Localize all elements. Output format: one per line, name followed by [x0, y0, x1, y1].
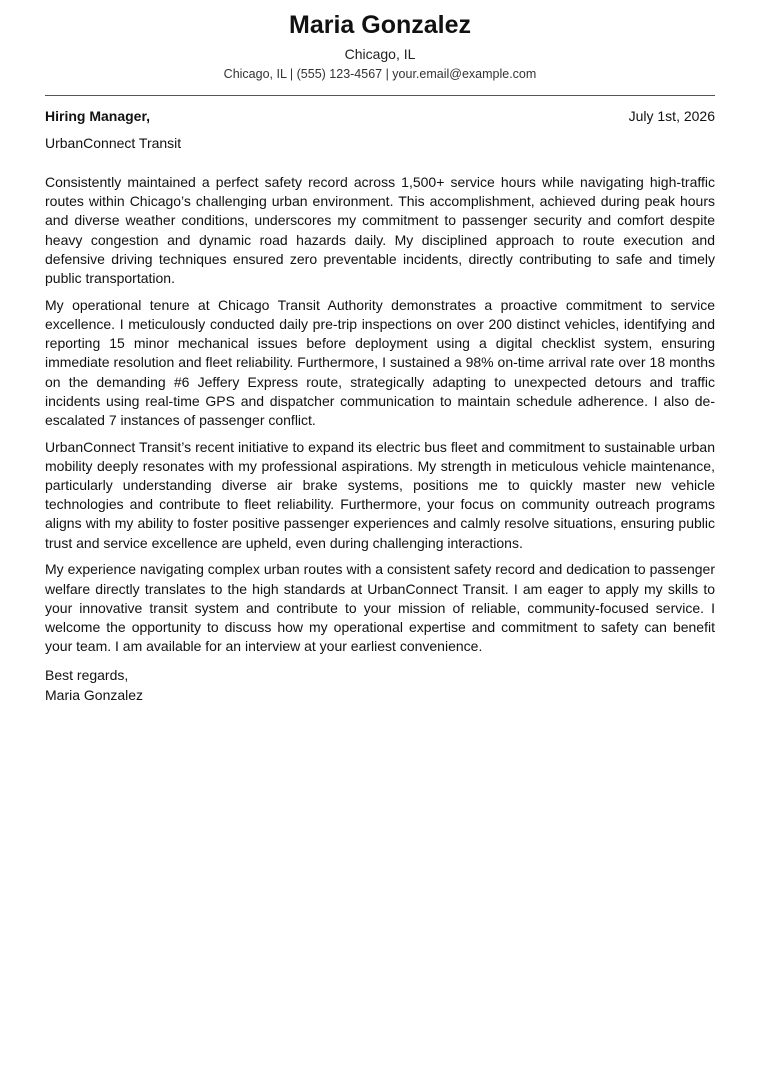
body-paragraph: UrbanConnect Transit’s recent initiative to expand its electric bus fleet and commitment to sustainable urban mobility deeply resonates with my professional aspirations. My strength in meticulous vehicle maintenance, particularly understanding diverse air brake systems, positions me to quickly master new vehicle technologies and contribute to fleet reliability. Furthermore, your focus on community outreach programs aligns with my ability to foster positive passenger experiences and calmly resolve situations, ensuring public trust and service excellence are upheld, even during challenging interactions. [45, 438, 715, 551]
applicant-location: Chicago, IL [344, 46, 416, 62]
signature-name: Maria Gonzalez [45, 686, 144, 703]
closing-phrase: Best regards, [45, 667, 129, 684]
letter-closing [45, 666, 715, 704]
company-name: UrbanConnect Transit [45, 135, 182, 151]
body-paragraph: My operational tenure at Chicago Transit Authority demonstrates a proactive commitment to service excellence. I meticulously conducted daily pre-trip inspections on over 200 distinct vehicles, identifying and reporting 15 minor mechanical issues before deployment using a digital checklist system, ensuring immediate resolution and fleet reliability. Furthermore, I sustained a 98% on-time arrival rate over 18 months on the demanding #6 Jeffery Express route, strategically adapting to unexpected detours and traffic incidents using real-time GPS and dispatcher communication to maintain schedule adherence. I also de-escalated 7 instances of passenger conflict. [45, 296, 715, 428]
header-divider [45, 95, 715, 96]
letter-date: July 1st, 2026 [628, 108, 715, 124]
recipient-line: Hiring Manager, [45, 108, 151, 124]
cover-letter-page [45, 0, 715, 705]
applicant-name: Maria Gonzalez [289, 11, 471, 39]
salutation-row [45, 107, 715, 125]
body-paragraph: Consistently maintained a perfect safety record across 1,500+ service hours while navigating high-traffic routes within Chicago’s challenging urban environment. This accomplishment, achieved during peak hours and diverse weather conditions, underscores my commitment to passenger security and comfort despite heavy congestion and dynamic road hazards daily. My disciplined approach to route execution and defensive driving techniques ensured zero preventable incidents, directly contributing to safe and timely public transportation. [45, 174, 715, 287]
applicant-contact: Chicago, IL | (555) 123-4567 | your.email@example.com [223, 67, 537, 81]
letter-body [45, 173, 715, 656]
body-paragraph: My experience navigating complex urban routes with a consistent safety record and dedication to passenger welfare directly translates to the high standards at UrbanConnect Transit. I am eager to apply my skills to your innovative transit system and contribute to your mission of reliable, community-focused service. I welcome the opportunity to discuss how my operational expertise and commitment to safety can benefit your team. I am available for an interview at your earliest convenience. [45, 561, 715, 655]
